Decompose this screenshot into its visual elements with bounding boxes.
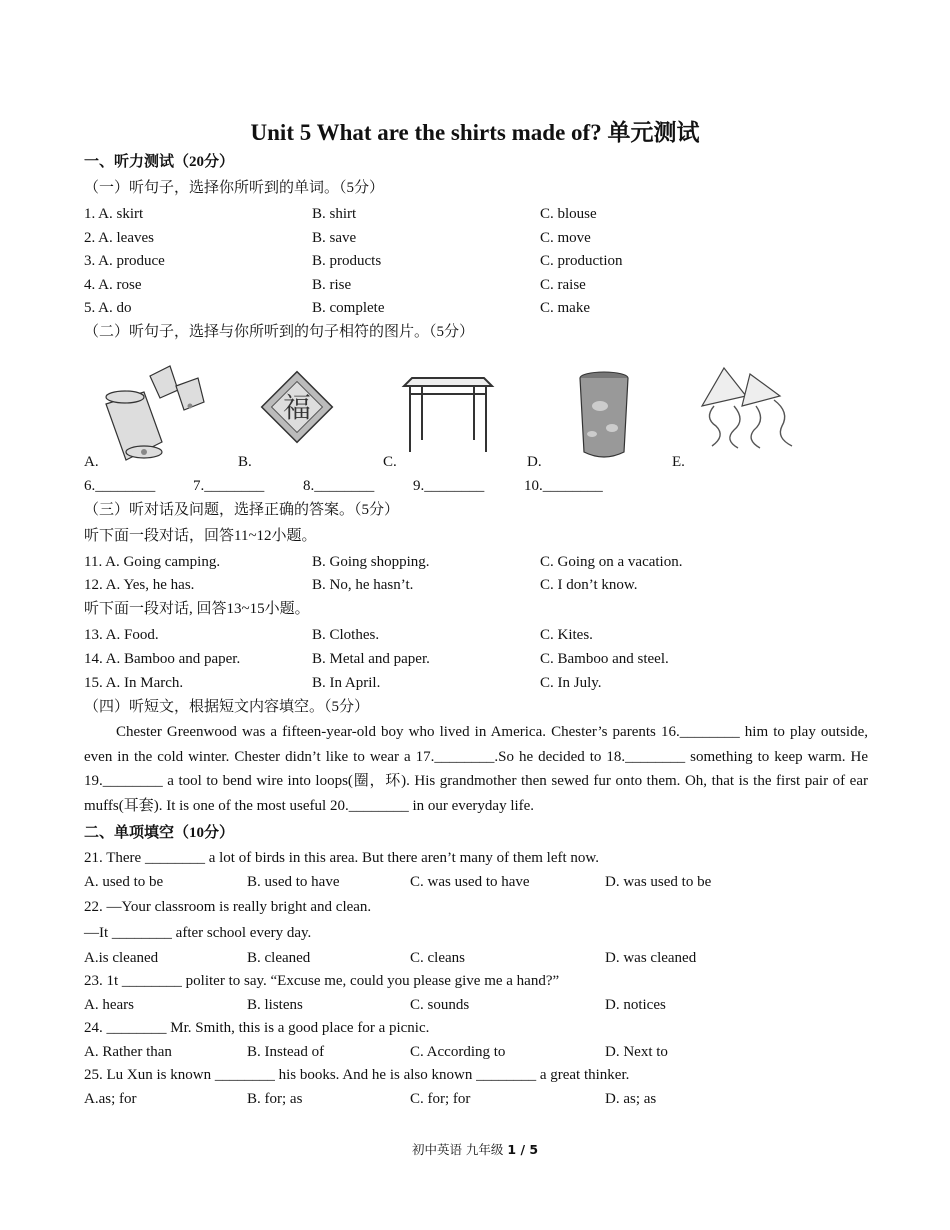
- option: B. for; as: [247, 1091, 303, 1107]
- option: C. Bamboo and steel.: [540, 651, 669, 667]
- option: C. make: [540, 300, 590, 316]
- option: B. Metal and paper.: [312, 651, 430, 667]
- section-heading-listening: 一、听力测试（20分）: [84, 154, 235, 170]
- vase-picture: [574, 370, 634, 462]
- instruction: 听下面一段对话，回答11~12小题。: [84, 528, 317, 544]
- table-picture: [398, 372, 498, 458]
- picture-label-a: A.: [84, 454, 99, 470]
- kites-picture: [694, 366, 798, 454]
- option: 1. A. skirt: [84, 206, 144, 222]
- picture-label-b: B.: [238, 454, 252, 470]
- option: 14. A. Bamboo and paper.: [84, 651, 241, 667]
- question-stem: 23. 1t ________ politer to say. “Excuse me, could you please give me a hand?”: [84, 973, 560, 989]
- answer-blank: 6.________: [84, 478, 156, 494]
- question-stem: 22. —Your classroom is really bright and clean.: [84, 899, 372, 915]
- option: C. Kites.: [540, 627, 593, 643]
- picture-label-e: E.: [672, 454, 685, 470]
- option: B. products: [312, 253, 382, 269]
- option: A. used to be: [84, 874, 164, 890]
- question-stem: 21. There ________ a lot of birds in this area. But there aren’t many of them left now.: [84, 850, 600, 866]
- option: A.as; for: [84, 1091, 137, 1107]
- option: C. Going on a vacation.: [540, 554, 683, 570]
- option: 11. A. Going camping.: [84, 554, 221, 570]
- option: C. sounds: [410, 997, 470, 1013]
- answer-blank: 9.________: [413, 478, 485, 494]
- option: 12. A. Yes, he has.: [84, 577, 195, 593]
- option: 4. A. rose: [84, 277, 142, 293]
- option: D. Next to: [605, 1044, 668, 1060]
- answer-blank: 7.________: [193, 478, 265, 494]
- part-heading-1: （一）听句子，选择你所听到的单词。（5分）: [84, 180, 385, 196]
- part-heading-3: （三）听对话及问题，选择正确的答案。（5分）: [84, 502, 400, 518]
- option: C. production: [540, 253, 623, 269]
- option: D. notices: [605, 997, 666, 1013]
- answer-blank: 10.________: [524, 478, 603, 494]
- option: C. for; for: [410, 1091, 471, 1107]
- picture-label-c: C.: [383, 454, 397, 470]
- option: B. In April.: [312, 675, 381, 691]
- option: 5. A. do: [84, 300, 132, 316]
- option: C. In July.: [540, 675, 602, 691]
- part-heading-4: （四）听短文，根据短文内容填空。（5分）: [84, 699, 370, 715]
- option: D. as; as: [605, 1091, 657, 1107]
- part-heading-2: （二）听句子，选择与你所听到的句子相符的图片。（5分）: [84, 324, 475, 340]
- option: B. rise: [312, 277, 352, 293]
- option: B. shirt: [312, 206, 357, 222]
- page-title: Unit 5 What are the shirts made of? 单元测试: [250, 120, 700, 145]
- option: 13. A. Food.: [84, 627, 159, 643]
- option: C. According to: [410, 1044, 506, 1060]
- option: B. Going shopping.: [312, 554, 430, 570]
- picture-label-d: D.: [527, 454, 542, 470]
- option: B. used to have: [247, 874, 340, 890]
- option: B. complete: [312, 300, 385, 316]
- passage: Chester Greenwood was a fifteen-year-old boy who lived in America. Chester’s parents 16.________ him to play outside, even in the cold winter. Chester didn’t like to wear a 17.________.So he decided to 18.________ something to keep warm. He 19.________ a tool to bend wire into loops(圈，环). His grandmother then sewed fur onto them. Oh, that is the first pair of ear muffs(耳套). It is one of the most useful 20.________ in our everyday life.: [84, 724, 868, 814]
- answer-blank: 8.________: [303, 478, 375, 494]
- option: B. save: [312, 230, 357, 246]
- option: D. was used to be: [605, 874, 712, 890]
- option: A. Rather than: [84, 1044, 172, 1060]
- option: B. listens: [247, 997, 303, 1013]
- fu-paper-cut-picture: [254, 362, 340, 458]
- option: A. hears: [84, 997, 134, 1013]
- option: C. blouse: [540, 206, 597, 222]
- option: B. cleaned: [247, 950, 311, 966]
- question-stem: 25. Lu Xun is known ________ his books. And he is also known ________ a great thinker.: [84, 1067, 630, 1083]
- footer-text: 初中英语 九年级: [411, 1142, 508, 1157]
- option: 3. A. produce: [84, 253, 165, 269]
- sky-lantern-picture: [100, 364, 210, 464]
- option: B. Clothes.: [312, 627, 380, 643]
- option: C. cleans: [410, 950, 465, 966]
- option: B. Instead of: [247, 1044, 325, 1060]
- page-footer: [0, 1140, 950, 1158]
- question-stem: —It ________ after school every day.: [84, 925, 312, 941]
- option: C. raise: [540, 277, 586, 293]
- option: 15. A. In March.: [84, 675, 184, 691]
- option: 2. A. leaves: [84, 230, 154, 246]
- instruction: 听下面一段对话, 回答13~15小题。: [84, 601, 310, 617]
- section-heading-single-choice: 二、单项填空（10分）: [84, 825, 235, 841]
- option: B. No, he hasn’t.: [312, 577, 414, 593]
- page-number: 1 / 5: [507, 1142, 539, 1157]
- option: D. was cleaned: [605, 950, 697, 966]
- option: C. I don’t know.: [540, 577, 638, 593]
- option: C. was used to have: [410, 874, 530, 890]
- question-stem: 24. ________ Mr. Smith, this is a good place for a picnic.: [84, 1020, 430, 1036]
- fu-character: 福: [282, 391, 312, 424]
- option: C. move: [540, 230, 591, 246]
- option: A.is cleaned: [84, 950, 159, 966]
